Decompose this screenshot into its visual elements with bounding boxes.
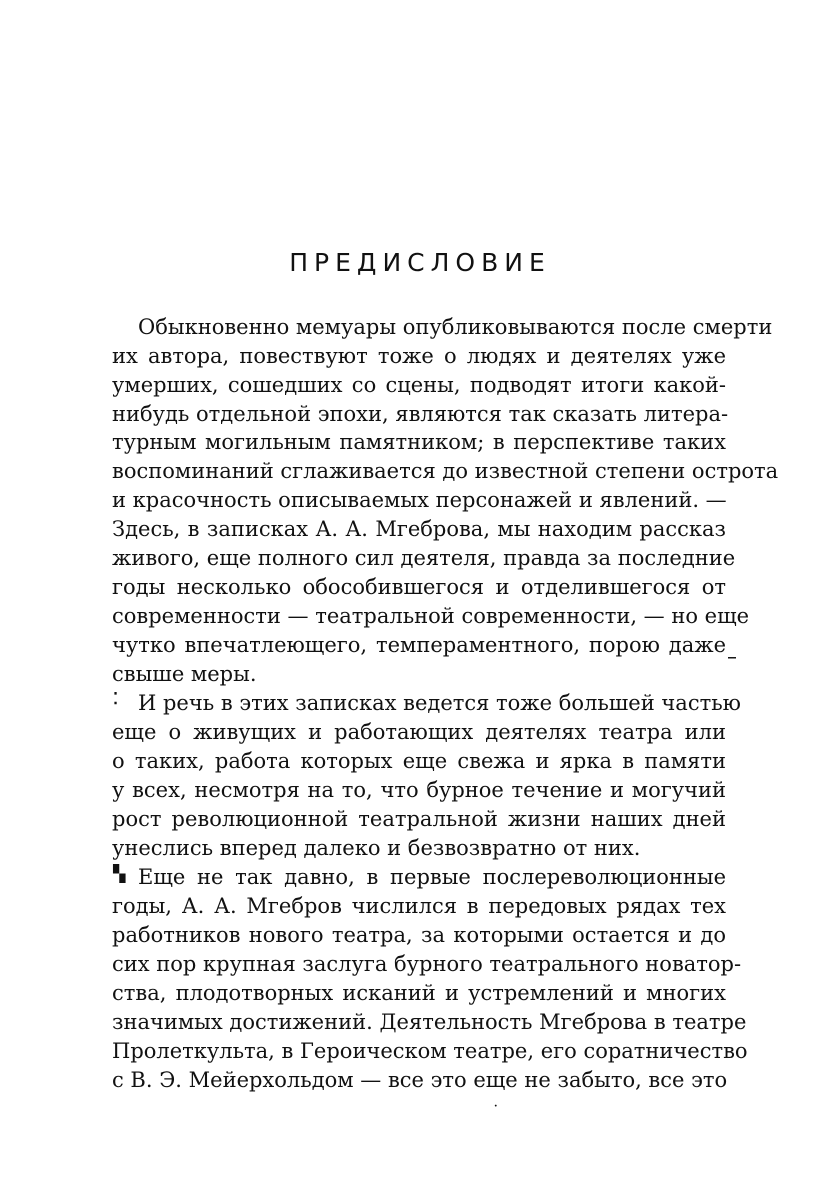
text-line: унеслись вперед далеко и безвозвратно от них.: [112, 836, 641, 860]
text-line: Пролеткульта, в Героическом театре, его соратничество: [112, 1039, 748, 1063]
text-line: живого, еще полного сил деятеля, правда за последние: [112, 546, 736, 570]
text-line: нибудь отдельной эпохи, являются так сказать литера-: [112, 402, 729, 426]
text-line: еще о живущих и работающих деятелях театра или: [112, 720, 726, 744]
text-line: у всех, несмотря на то, что бурное течение и могучий: [112, 778, 726, 802]
text-line: сих пор крупная заслуга бурного театрального новатор-: [112, 952, 742, 976]
print-dot-icon: ·: [494, 1101, 498, 1112]
text-line: чутко впечатлеющего, темпераментного, порою даже: [112, 633, 726, 657]
text-line: Обыкновенно мемуары опубликовываются после смерти: [138, 315, 773, 339]
text-line: значимых достижений. Деятельность Мгеброва в театре: [112, 1010, 747, 1034]
text-line: воспоминаний сглаживается до известной степени острота: [112, 459, 779, 483]
text-line: турным могильным памятником; в перспективе таких: [112, 430, 726, 454]
text-line: годы, А. А. Мгебров числился в передовых рядах тех: [112, 894, 726, 918]
print-blot-icon: ▚: [113, 864, 126, 883]
print-dash-icon: ‾: [728, 654, 736, 673]
text-line: Еще не так давно, в первые послереволюционные: [138, 865, 726, 889]
text-line: Здесь, в записках А. А. Мгеброва, мы находим рассказ: [112, 517, 726, 541]
text-line: И речь в этих записках ведется тоже большей частью: [138, 691, 741, 715]
text-line: работников нового театра, за которыми остается и до: [112, 923, 726, 947]
text-line: с В. Э. Мейерхольдом — все это еще не забыто, все это: [112, 1068, 728, 1092]
text-line: годы несколько обособившегося и отделившегося от: [112, 575, 726, 599]
text-line: и красочность описываемых персонажей и явлений. —: [112, 488, 727, 512]
text-line: ства, плодотворных исканий и устремлений и многих: [112, 981, 726, 1005]
page-title: ПРЕДИСЛОВИЕ: [289, 248, 551, 277]
text-line: умерших, сошедших со сцены, подводят итоги какой-: [112, 373, 726, 397]
print-speck-icon: ⁚: [113, 689, 119, 708]
text-line: свыше меры.: [112, 662, 257, 686]
text-line: современности — театральной современности, — но еще: [112, 604, 750, 628]
text-line: рост революционной театральной жизни наших дней: [112, 807, 726, 831]
text-line: о таких, работа которых еще свежа и ярка в памяти: [112, 749, 726, 773]
text-line: их автора, повествуют тоже о людях и деятелях уже: [112, 344, 726, 368]
